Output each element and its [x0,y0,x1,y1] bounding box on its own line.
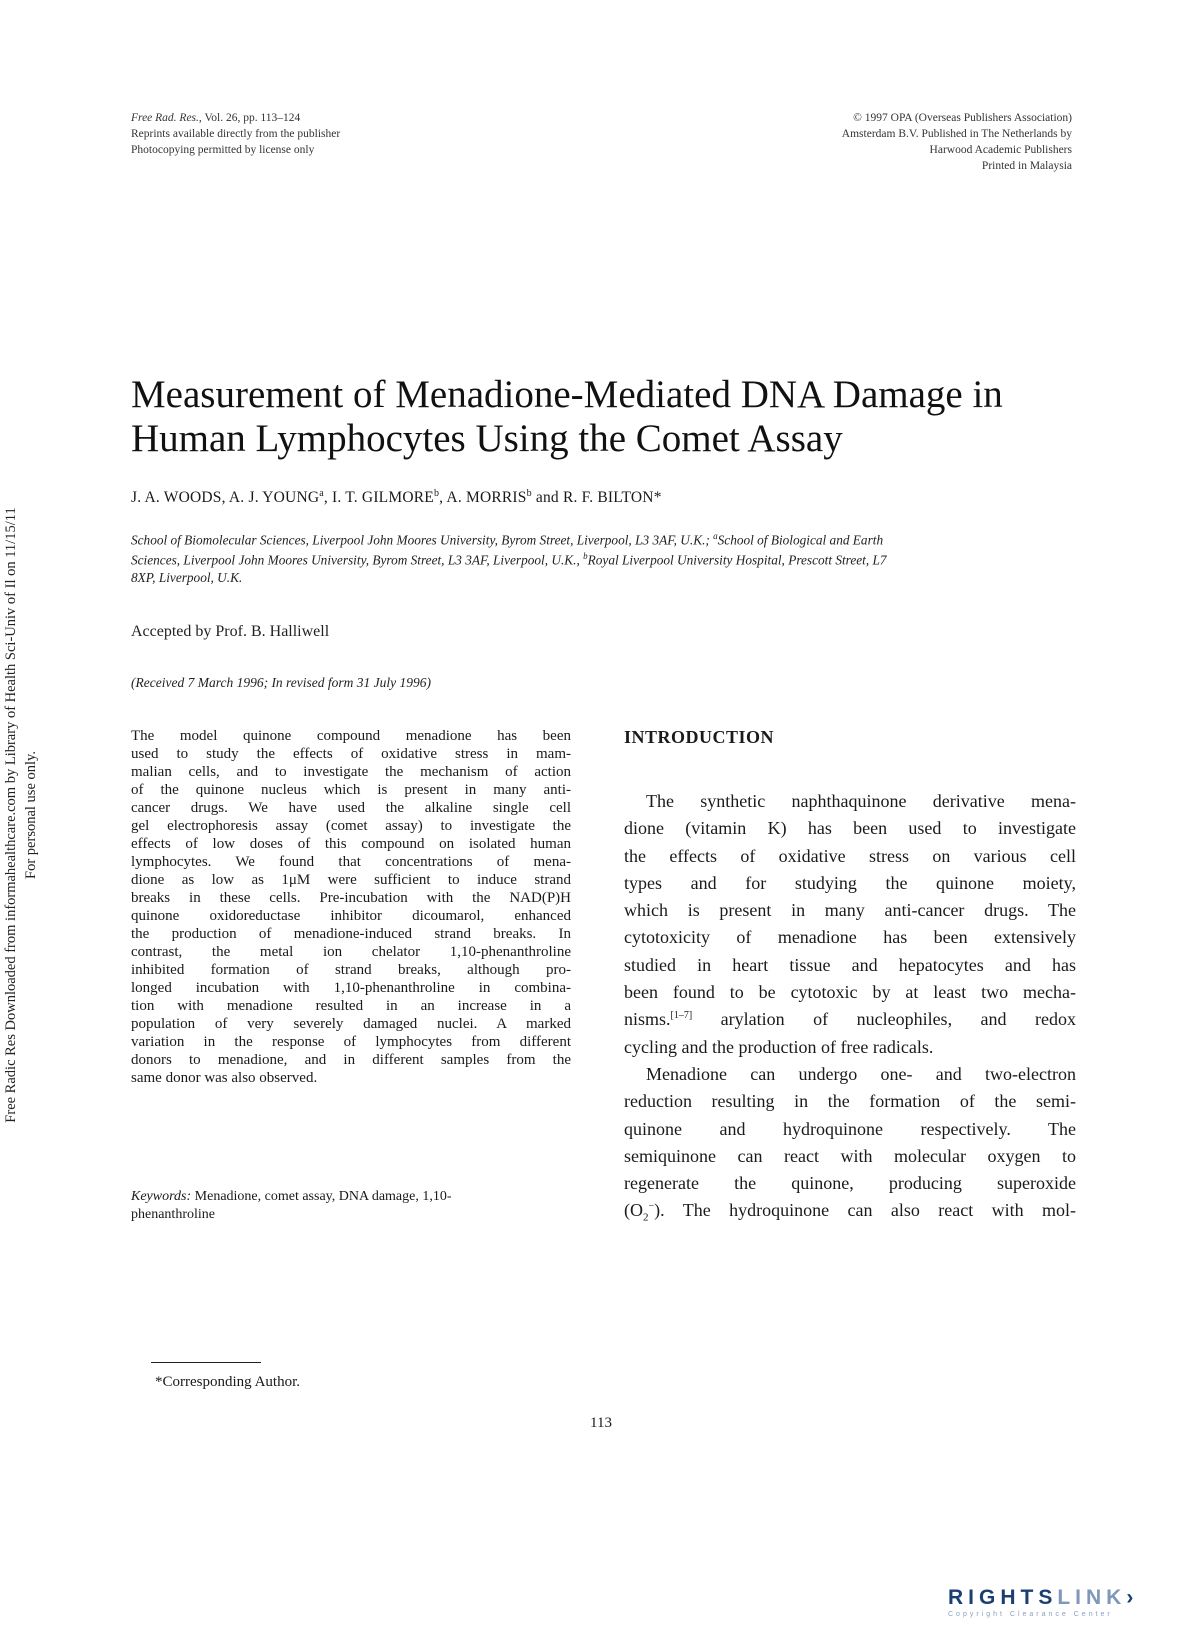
abstract-line: dione as low as 1μM were sufficient to induce strand [131,872,571,888]
abstract [131,727,571,1087]
download-watermark [1,430,61,1200]
abstract-line: longed incubation with 1,10-phenanthroline in combina- [131,980,571,996]
abstract-line: tion with menadione resulted in an increase in a [131,998,571,1014]
abstract-line: variation in the response of lymphocytes from different [131,1034,571,1050]
keywords-line-1: Keywords: Menadione, comet assay, DNA damage, 1,10- [131,1189,452,1204]
section-heading-introduction: INTRODUCTION [624,727,775,747]
journal-citation: Free Rad. Res., Vol. 26, pp. 113–124 [131,112,301,124]
chevron-icon: › [1126,1586,1139,1609]
abstract-line: malian cells, and to investigate the mechanism of action [131,764,571,780]
publisher-line-2: Harwood Academic Publishers [929,144,1072,156]
intro-line: Menadione can undergo one- and two-electron [646,1063,1076,1084]
intro-line: nisms.[1–7] arylation of nucleophiles, and redox [624,1009,1076,1030]
article-title-line-1: Measurement of Menadione-Mediated DNA Damage in [131,373,1003,416]
footnote-divider [151,1362,261,1363]
intro-line: studied in heart tissue and hepatocytes and has [624,954,1076,975]
affiliation-line-1: School of Biomolecular Sciences, Liverpool John Moores University, Byrom Street, Liverpool, L3 3AF, U.K.; $^a$School of Biological and Earth [131,531,884,548]
abstract-line: lymphocytes. We found that concentrations of mena- [131,854,571,870]
download-watermark-line-1: Free Radic Res Downloaded from informahealthcare.com by Library of Health Sci-Univ of Il on 11/15/11 [3,507,19,1123]
footnote-corresponding-author: *Corresponding Author. [155,1374,300,1390]
accepted-by: Accepted by Prof. B. Halliwell [131,623,330,640]
intro-line: The synthetic naphthaquinone derivative mena- [646,791,1076,811]
intro-line: types and for studying the quinone moiety, [624,872,1076,893]
intro-line: dione (vitamin K) has been used to investigate [624,818,1076,839]
keywords [131,1188,571,1224]
rightslink-tagline: Copyright Clearance Center [948,1611,1113,1618]
abstract-line: of the quinone nucleus which is present in many anti- [131,782,571,798]
page-number: 113 [590,1415,612,1431]
reprints-note: Reprints available directly from the publisher [131,128,341,140]
download-watermark-line-2: For personal use only. [23,751,39,879]
keywords-line-2: phenanthroline [131,1207,215,1222]
article-title-line-2: Human Lymphocytes Using the Comet Assay [131,417,843,460]
copyright-line: © 1997 OPA (Overseas Publishers Association) [853,112,1072,124]
intro-line: the effects of oxidative stress on various cell [624,845,1076,866]
abstract-line: effects of low doses of this compound on isolated human [131,836,571,852]
affiliations [131,528,1086,586]
abstract-line: The model quinone compound menadione has been [131,728,571,744]
received-dates: (Received 7 March 1996; In revised form 31 July 1996) [131,675,432,690]
publisher-line-1: Amsterdam B.V. Published in The Netherlands by [841,128,1072,140]
affiliation-line-2: Sciences, Liverpool John Moores University, Byrom Street, L3 3AF, Liverpool, U.K., $^b$Royal Liverpool University Hospital, Prescott Street, L7 [131,551,887,568]
intro-line: which is present in many anti-cancer drugs. The [624,900,1076,921]
printed-line: Printed in Malaysia [981,160,1072,172]
intro-line: reduction resulting in the formation of the semi- [624,1091,1076,1112]
introduction-text [624,788,1076,1225]
abstract-line: gel electrophoresis assay (comet assay) to investigate the [131,818,571,834]
intro-line: regenerate the quinone, producing superoxide [624,1173,1076,1194]
abstract-line: inhibited formation of strand breaks, although pro- [131,962,571,978]
keywords-label: Keywords: [131,1189,192,1204]
intro-line: quinone and hydroquinone respectively. The [624,1118,1076,1139]
intro-line: cycling and the production of free radicals. [624,1036,934,1057]
intro-line: semiquinone can react with molecular oxygen to [624,1145,1076,1166]
abstract-line: population of very severely damaged nuclei. A marked [131,1016,571,1032]
rightslink-wordmark: RIGHTSLINK› [948,1586,1139,1609]
abstract-line: breaks in these cells. Pre-incubation with the NAD(P)H [131,890,571,906]
intro-line: been found to be cytotoxic by at least two mecha- [624,982,1076,1003]
author-list: J. A. WOODS, A. J. YOUNG$^a$, I. T. GILMORE$^b$, A. MORRIS$^b$ and R. F. BILTON* [131,488,662,507]
abstract-line: cancer drugs. We have used the alkaline single cell [131,800,571,816]
photocopying-note: Photocopying permitted by license only [131,144,315,156]
abstract-line: contrast, the metal ion chelator 1,10-phenanthroline [131,944,571,960]
abstract-line: the production of menadione-induced strand breaks. In [131,926,571,942]
abstract-line: quinone oxidoreductase inhibitor dicoumarol, enhanced [131,908,571,924]
intro-line: cytotoxicity of menadione has been extensively [624,927,1076,948]
affiliation-line-3: 8XP, Liverpool, U.K. [131,569,243,585]
abstract-line: donors to menadione, and in different samples from the [131,1052,571,1068]
journal-header-right [740,110,1072,174]
citation-reference[interactable]: [1–7] [670,1010,693,1022]
abstract-line: same donor was also observed. [131,1070,318,1086]
abstract-line: used to study the effects of oxidative stress in mam- [131,746,571,762]
intro-line: $(O_2^-)$. The hydroquinone can also react with mol- [624,1200,1076,1225]
journal-header-left [131,110,551,158]
rightslink-logo[interactable] [948,1586,1148,1626]
article-title [131,373,1091,461]
